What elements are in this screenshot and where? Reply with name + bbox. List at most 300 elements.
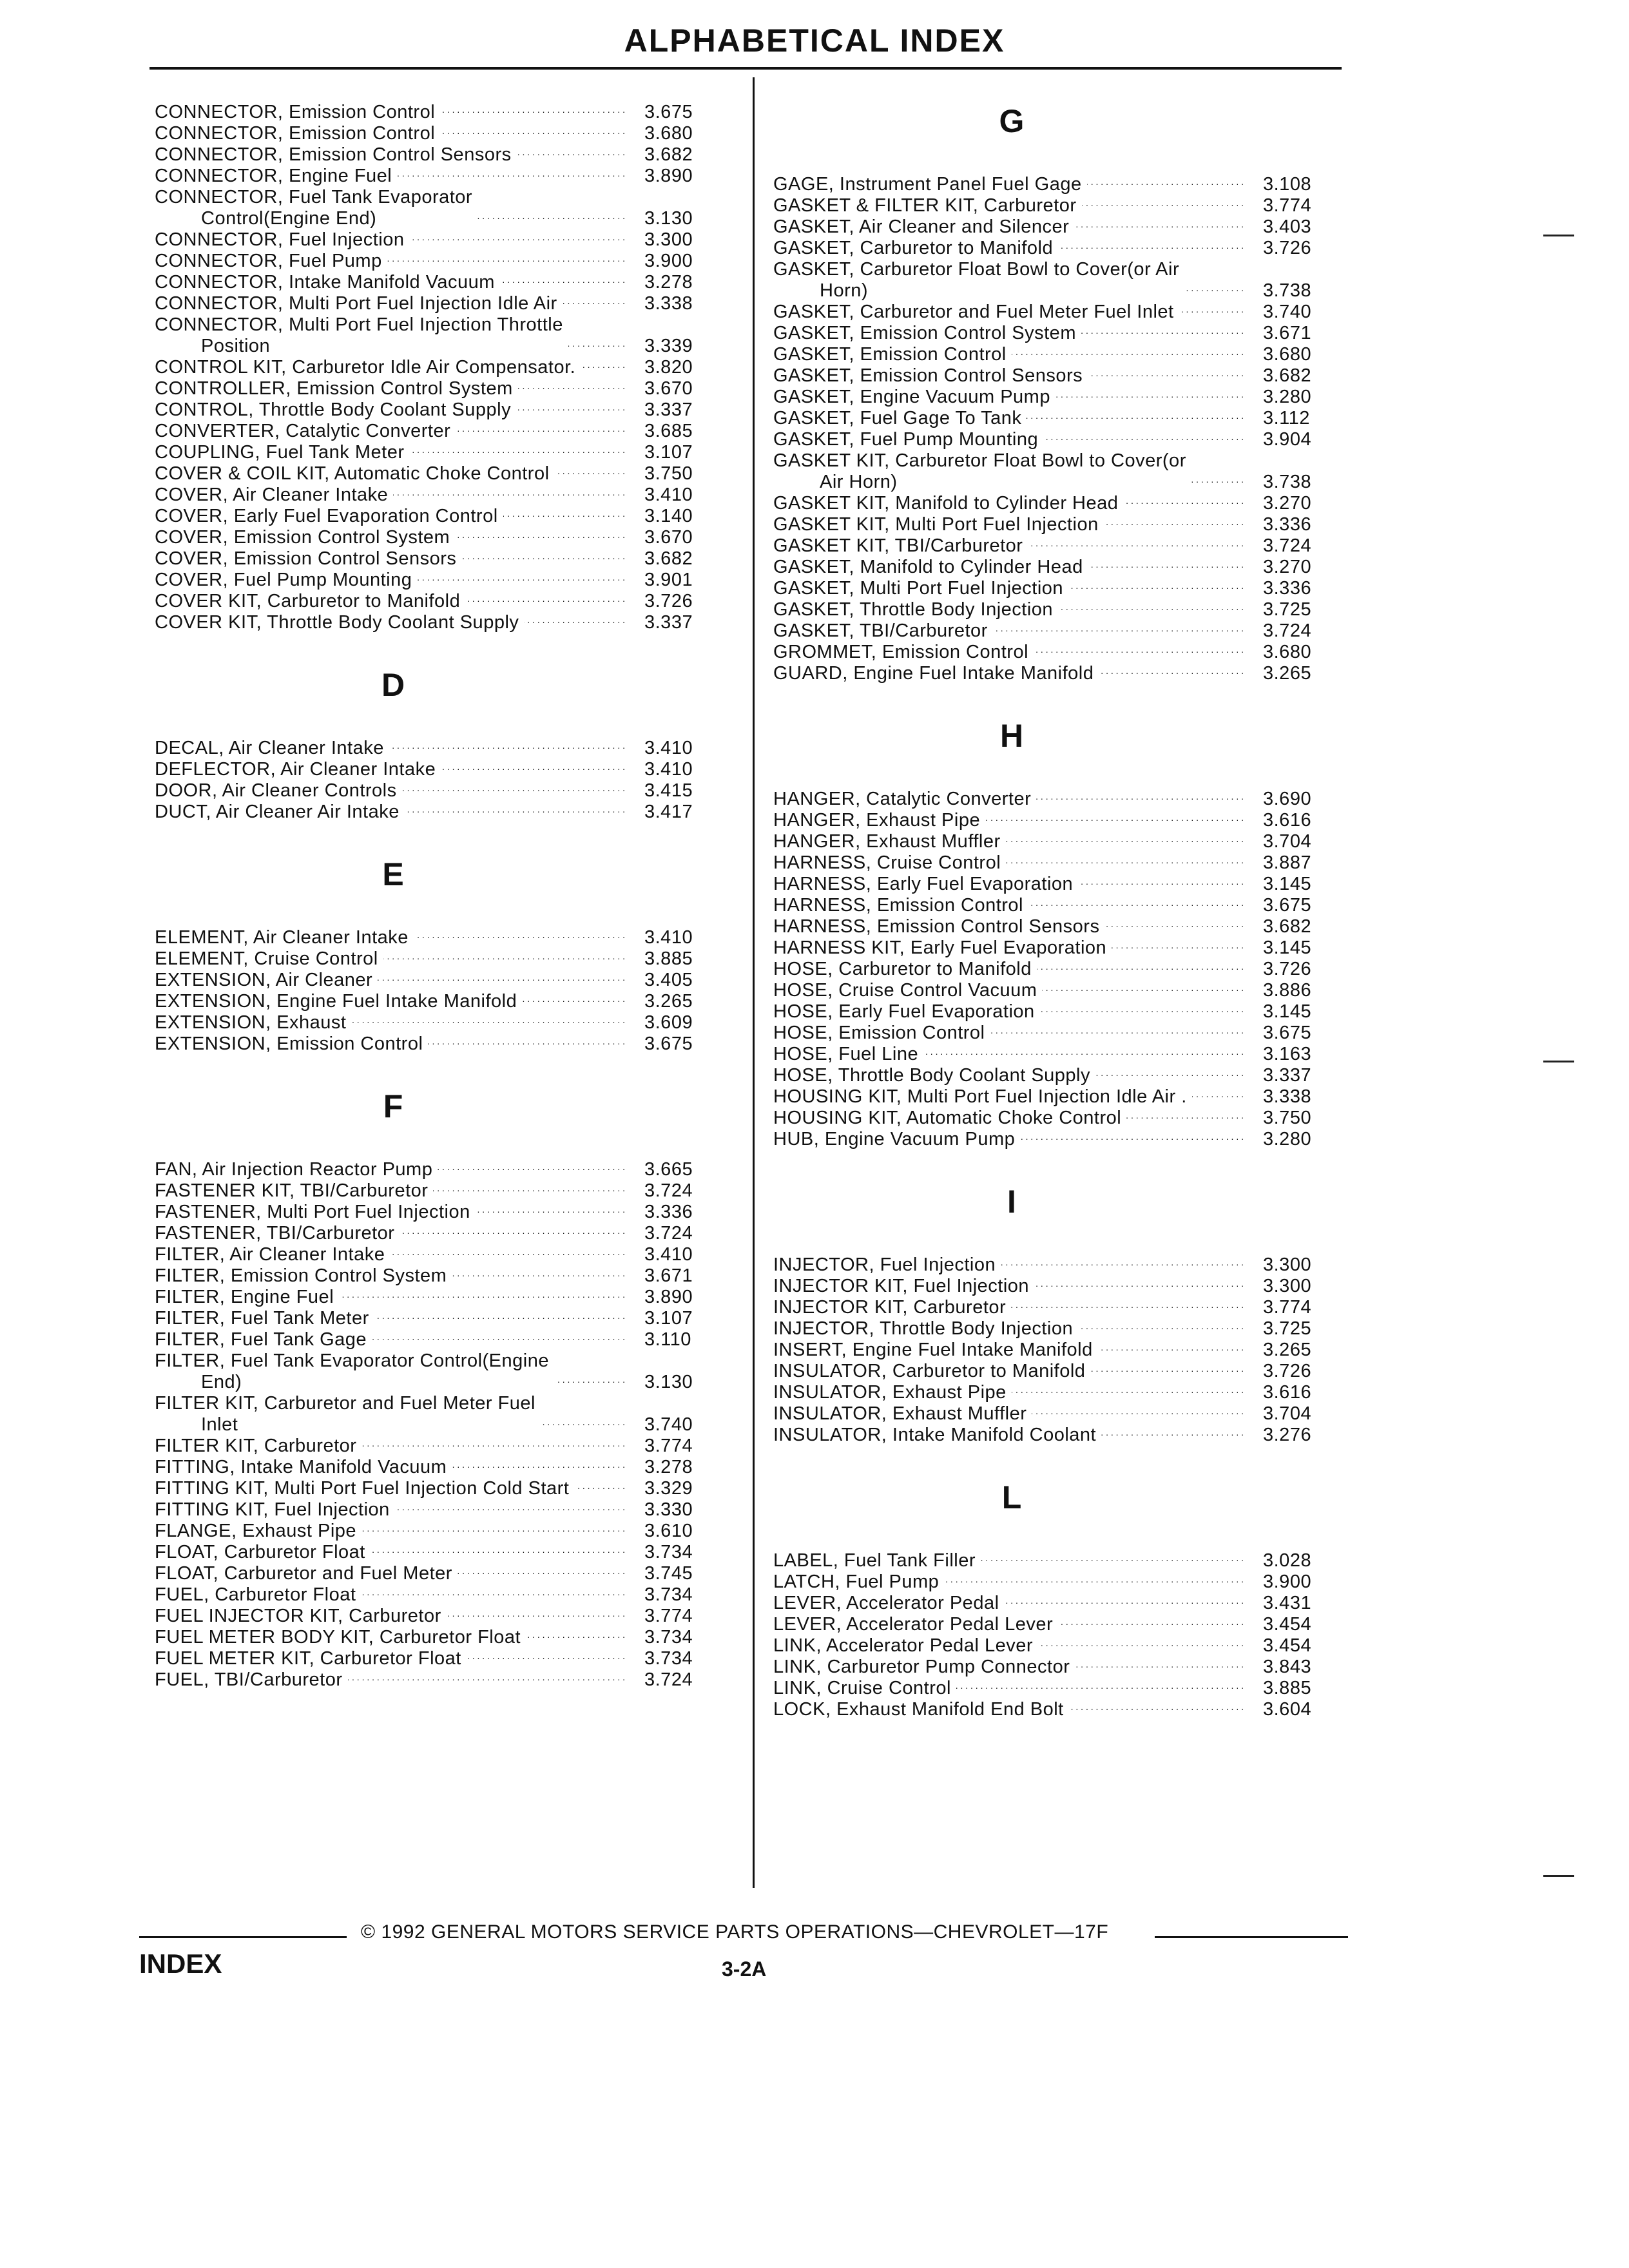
entry-label	[773, 874, 1073, 895]
entry-reference: 3.843	[1263, 1657, 1312, 1677]
entry-label	[155, 927, 409, 948]
footer-section-label: INDEX	[139, 1948, 222, 1979]
index-entry	[773, 1318, 1360, 1340]
entry-label	[773, 916, 1099, 937]
entry-label	[155, 612, 519, 633]
index-entry	[155, 421, 741, 442]
index-entry	[773, 852, 1360, 874]
title-rule	[149, 67, 1342, 70]
entry-label-text: LINK, Accelerator Pedal Lever	[773, 1635, 1033, 1656]
entry-label-continued: Position	[201, 336, 271, 356]
entry-label-text: CONNECTOR, Fuel Pump	[155, 251, 382, 271]
entry-label-text: LABEL, Fuel Tank Filler	[773, 1550, 976, 1571]
entry-reference: 3.740	[1263, 302, 1312, 322]
entry-reference: 3.431	[1263, 1593, 1312, 1613]
entry-reference: 3.704	[1263, 831, 1312, 852]
dot-leader	[1082, 197, 1244, 214]
entry-label	[773, 937, 1106, 959]
entry-label-text: GASKET, Emission Control Sensors	[773, 365, 1083, 386]
entry-reference: 3.901	[644, 570, 693, 590]
dot-leader	[452, 1267, 625, 1284]
entry-reference: 3.740	[644, 1414, 693, 1435]
entry-reference: 3.885	[1263, 1678, 1312, 1698]
dot-leader	[1042, 982, 1244, 999]
dot-leader	[516, 401, 625, 418]
index-entry	[155, 1159, 741, 1180]
index-entry	[155, 1542, 741, 1563]
entry-label	[773, 1657, 1070, 1678]
dot-leader	[414, 929, 625, 946]
dot-leader	[409, 444, 625, 461]
entry-reference: 3.680	[644, 123, 693, 144]
entry-label-text: INSULATOR, Intake Manifold Coolant	[773, 1425, 1097, 1445]
entry-label	[773, 387, 1050, 408]
entry-label	[773, 365, 1083, 387]
entry-reference: 3.734	[644, 1542, 693, 1562]
right-column	[773, 102, 1360, 1720]
entry-reference: 3.265	[1263, 663, 1312, 684]
entry-label	[773, 1614, 1053, 1635]
entry-label	[773, 1044, 918, 1065]
entry-label-text: LOCK, Exhaust Manifold End Bolt	[773, 1699, 1064, 1720]
entry-reference: 3.278	[644, 272, 693, 293]
entry-label	[773, 1318, 1073, 1340]
dot-leader	[405, 803, 625, 820]
entry-label-text: GASKET, Carburetor and Fuel Meter Fuel Inlet	[773, 302, 1174, 322]
entry-reference: 3.670	[644, 378, 693, 399]
entry-label	[773, 323, 1076, 344]
entry-label-text: FASTENER, Multi Port Fuel Injection	[155, 1202, 470, 1222]
entry-label	[155, 1012, 347, 1033]
index-entry	[773, 365, 1360, 387]
left-column	[155, 102, 741, 1691]
index-section	[155, 1087, 741, 1691]
section-letter: D	[381, 667, 405, 703]
entry-reference: 3.410	[644, 759, 693, 780]
dot-leader	[517, 146, 625, 163]
index-entry	[773, 578, 1360, 599]
index-entry	[155, 1436, 741, 1457]
entry-label-text: FILTER, Fuel Tank Gage	[155, 1329, 367, 1350]
dot-leader	[456, 423, 625, 439]
entry-label	[773, 1086, 1187, 1108]
index-entry	[773, 1382, 1360, 1403]
entry-label	[773, 1129, 1015, 1150]
entry-label	[155, 1033, 423, 1055]
entry-label-text: INSULATOR, Carburetor to Manifold	[773, 1361, 1086, 1381]
index-entry	[773, 238, 1360, 259]
entry-reference: 3.337	[644, 612, 693, 633]
entry-label-text: GASKET, Air Cleaner and Silencer	[773, 216, 1070, 237]
entry-reference: 3.130	[644, 208, 693, 229]
entry-label	[773, 535, 1023, 557]
entry-label-continued: Control(Engine End)	[201, 208, 377, 229]
index-entry	[155, 399, 741, 421]
index-section	[773, 716, 1360, 1150]
entry-label	[155, 399, 511, 421]
dot-leader	[524, 614, 625, 631]
index-entry	[773, 663, 1360, 684]
entry-reference: 3.604	[1263, 1699, 1312, 1720]
entry-label	[773, 1382, 1007, 1403]
index-entry	[773, 1129, 1360, 1150]
entry-label	[773, 1425, 1096, 1446]
entry-label-text: CONNECTOR, Intake Manifold Vacuum	[155, 272, 495, 293]
index-entry	[155, 314, 741, 357]
dot-leader	[1001, 1256, 1244, 1273]
entry-reference: 3.278	[644, 1457, 693, 1477]
entry-label-text: COVER KIT, Throttle Body Coolant Supply	[155, 612, 519, 633]
entry-label	[773, 259, 1179, 302]
entry-label-text: LEVER, Accelerator Pedal Lever	[773, 1614, 1054, 1635]
index-entry	[773, 1593, 1360, 1614]
index-entry	[155, 1457, 741, 1478]
entry-label-text: COVER KIT, Carburetor to Manifold	[155, 591, 461, 611]
index-entry	[155, 293, 741, 314]
entry-reference: 3.108	[1263, 174, 1312, 195]
entry-label	[773, 620, 988, 642]
dot-leader	[477, 210, 625, 227]
entry-label-text: GASKET, Engine Vacuum Pump	[773, 387, 1050, 407]
index-entry	[773, 344, 1360, 365]
entry-reference: 3.726	[1263, 959, 1312, 979]
entry-label	[773, 980, 1037, 1001]
section-letter: G	[999, 103, 1025, 139]
entry-label-text: GROMMET, Emission Control	[773, 642, 1029, 662]
entry-reference: 3.110	[644, 1329, 691, 1350]
index-entry	[155, 1521, 741, 1542]
index-section	[773, 1478, 1360, 1720]
dot-leader	[1058, 240, 1244, 256]
index-entry	[773, 408, 1360, 429]
dot-leader	[1078, 876, 1244, 892]
entry-reference: 3.671	[1263, 323, 1312, 343]
entry-reference: 3.734	[644, 1627, 693, 1648]
entry-label-text: FUEL METER KIT, Carburetor Float	[155, 1648, 461, 1669]
entry-label	[155, 1606, 441, 1627]
entry-label	[155, 1521, 356, 1542]
dot-leader	[568, 338, 625, 354]
section-letter: L	[1001, 1479, 1022, 1515]
entry-label-text: HARNESS, Emission Control Sensors	[773, 916, 1100, 937]
index-section	[773, 102, 1360, 684]
index-entry	[155, 1180, 741, 1202]
entry-label-text: GASKET, Emission Control System	[773, 323, 1076, 343]
entry-label-text: COVER, Air Cleaner Intake	[155, 485, 389, 505]
entry-label-text: COVER, Early Fuel Evaporation Control	[155, 506, 498, 526]
dot-leader	[1069, 1701, 1244, 1718]
entry-label-text: FLOAT, Carburetor Float	[155, 1542, 365, 1562]
entry-label	[773, 663, 1094, 684]
dot-leader	[1112, 939, 1244, 956]
entry-label-text: FASTENER, TBI/Carburetor	[155, 1223, 395, 1244]
entry-reference: 3.300	[644, 229, 693, 250]
margin-mark	[1543, 1061, 1574, 1062]
index-entry	[155, 1499, 741, 1521]
entry-label	[155, 591, 460, 612]
dot-leader	[465, 593, 625, 610]
dot-leader	[1034, 644, 1244, 660]
entry-label-text: FILTER, Engine Fuel	[155, 1287, 334, 1307]
entry-reference: 3.130	[644, 1372, 693, 1392]
index-entry	[773, 642, 1360, 663]
entry-reference: 3.339	[644, 336, 693, 356]
entry-reference: 3.270	[1263, 557, 1312, 577]
entry-label	[155, 1478, 569, 1499]
entry-label	[155, 102, 435, 123]
entry-label-text: CONNECTOR, Multi Port Fuel Injection Throttle	[155, 314, 563, 335]
entry-label-text: LINK, Cruise Control	[773, 1678, 951, 1698]
entry-label	[155, 802, 400, 823]
entry-label	[155, 1329, 367, 1350]
dot-leader	[1036, 791, 1244, 807]
entry-label	[155, 166, 392, 187]
dot-leader	[1192, 1088, 1244, 1105]
index-entry	[155, 1265, 741, 1287]
entry-label	[155, 1287, 334, 1308]
index-entry	[773, 1678, 1360, 1699]
entry-label-text: HUB, Engine Vacuum Pump	[773, 1129, 1016, 1149]
entry-label-text: GASKET KIT, Manifold to Cylinder Head	[773, 493, 1119, 514]
entry-label-text: DUCT, Air Cleaner Air Intake	[155, 802, 400, 822]
dot-leader	[387, 253, 625, 269]
index-section	[773, 1182, 1360, 1446]
entry-label-text: GASKET & FILTER KIT, Carburetor	[773, 195, 1077, 216]
dot-leader	[1040, 1003, 1244, 1020]
dot-leader	[467, 1650, 625, 1667]
index-entry	[773, 493, 1360, 514]
entry-reference: 3.680	[1263, 642, 1312, 662]
index-entry	[155, 612, 741, 633]
dot-leader	[348, 1671, 625, 1688]
entry-label	[155, 970, 372, 991]
entry-reference: 3.665	[644, 1159, 693, 1180]
entry-label-text: COVER, Fuel Pump Mounting	[155, 570, 412, 590]
entry-label-text: COUPLING, Fuel Tank Meter	[155, 442, 405, 463]
entry-reference: 3.900	[644, 251, 693, 271]
entry-label-text: GASKET KIT, Multi Port Fuel Injection	[773, 514, 1099, 535]
dot-leader	[361, 1586, 625, 1603]
index-entry	[155, 378, 741, 399]
dot-leader	[441, 761, 625, 778]
entry-label	[155, 442, 404, 463]
dot-leader	[1006, 833, 1244, 850]
entry-label	[773, 1678, 951, 1699]
dot-leader	[1104, 516, 1244, 533]
entry-reference: 3.145	[1263, 937, 1312, 958]
entry-reference: 3.454	[1263, 1614, 1312, 1635]
entry-reference: 3.724	[1263, 535, 1312, 556]
dot-leader	[400, 1225, 625, 1242]
entry-label	[155, 1180, 428, 1202]
dot-leader	[1081, 325, 1244, 341]
footer-rule-right	[1155, 1936, 1348, 1938]
entry-label-continued: Air Horn)	[820, 472, 898, 492]
entry-reference: 3.300	[1263, 1276, 1312, 1296]
entry-reference: 3.145	[1263, 1001, 1312, 1022]
entry-label	[155, 1223, 394, 1244]
entry-label-text: HARNESS, Early Fuel Evaporation	[773, 874, 1074, 894]
entry-label-text: GASKET, Throttle Body Injection	[773, 599, 1054, 620]
entry-reference: 3.675	[644, 1033, 693, 1054]
entry-label	[155, 780, 397, 802]
entry-label-text: INSERT, Engine Fuel Intake Manifold	[773, 1340, 1093, 1360]
index-entry	[155, 1648, 741, 1669]
entry-label	[155, 1308, 369, 1329]
index-section	[155, 666, 741, 823]
entry-label-text: COVER, Emission Control System	[155, 527, 450, 548]
entry-label	[773, 1254, 996, 1276]
entry-label-text: CONTROL, Throttle Body Coolant Supply	[155, 399, 512, 420]
entry-label-text: GASKET KIT, TBI/Carburetor	[773, 535, 1023, 556]
entry-reference: 3.265	[644, 991, 693, 1012]
entry-label	[155, 948, 378, 970]
index-entry	[155, 123, 741, 144]
entry-label	[773, 1023, 985, 1044]
entry-label-text: GASKET, Fuel Pump Mounting	[773, 429, 1039, 450]
entry-reference: 3.724	[644, 1223, 693, 1244]
entry-label	[155, 1265, 447, 1287]
index-entry	[155, 1584, 741, 1606]
entry-label-text: FLOAT, Carburetor and Fuel Meter	[155, 1563, 452, 1584]
entry-reference: 3.682	[644, 548, 693, 569]
entry-reference: 3.405	[644, 970, 693, 990]
entry-label	[773, 1571, 939, 1593]
dot-leader	[1032, 1405, 1244, 1422]
entry-label-text: COVER, Emission Control Sensors	[155, 548, 457, 569]
dot-leader	[500, 274, 625, 291]
index-entry	[773, 959, 1360, 980]
dot-leader	[1098, 1341, 1244, 1358]
index-entry	[773, 302, 1360, 323]
index-entry	[155, 229, 741, 251]
entry-label	[155, 421, 450, 442]
index-entry	[773, 1044, 1360, 1065]
entry-label	[773, 895, 1023, 916]
dot-leader	[944, 1573, 1244, 1590]
dot-leader	[1104, 918, 1244, 935]
entry-reference: 3.417	[644, 802, 693, 822]
dot-leader	[339, 1289, 625, 1305]
entry-reference: 3.028	[1263, 1550, 1312, 1571]
entry-label	[155, 1202, 470, 1223]
entry-label-text: INSULATOR, Exhaust Muffler	[773, 1403, 1027, 1424]
entry-label	[773, 557, 1083, 578]
entry-reference: 3.276	[1263, 1425, 1312, 1445]
entry-label-text: DOOR, Air Cleaner Controls	[155, 780, 397, 801]
dot-leader	[452, 1459, 625, 1475]
dot-leader	[526, 1629, 625, 1646]
dot-leader	[1179, 303, 1244, 320]
index-entry	[773, 599, 1360, 620]
entry-reference: 3.734	[644, 1648, 693, 1669]
entry-label-text: FILTER, Fuel Tank Evaporator Control(Engine	[155, 1350, 549, 1371]
dot-leader	[1055, 389, 1244, 405]
dot-leader	[383, 950, 625, 967]
index-entry	[155, 927, 741, 948]
entry-reference: 3.415	[644, 780, 693, 801]
dot-leader	[1068, 580, 1244, 597]
entry-label	[155, 378, 513, 399]
entry-label-text: DECAL, Air Cleaner Intake	[155, 738, 384, 758]
entry-label	[155, 1499, 390, 1521]
index-entry	[155, 1350, 741, 1393]
dot-leader	[1090, 1363, 1244, 1379]
entry-reference: 3.329	[644, 1478, 693, 1499]
dot-leader	[372, 1331, 625, 1348]
dot-leader	[397, 168, 625, 184]
entry-label-text: FASTENER KIT, TBI/Carburetor	[155, 1180, 429, 1201]
index-entry	[773, 1550, 1360, 1571]
dot-leader	[1099, 665, 1244, 682]
dot-leader	[361, 1437, 625, 1454]
index-entry	[155, 1627, 741, 1648]
entry-label	[773, 810, 980, 831]
entry-label-text: EXTENSION, Engine Fuel Intake Manifold	[155, 991, 517, 1012]
entry-reference: 3.410	[644, 485, 693, 505]
dot-leader	[1184, 282, 1244, 299]
entry-reference: 3.682	[1263, 365, 1312, 386]
index-entry	[773, 259, 1360, 302]
entry-label	[773, 599, 1053, 620]
entry-label	[773, 1001, 1035, 1023]
entry-label-text: COVER & COIL KIT, Automatic Choke Control	[155, 463, 550, 484]
index-entry	[773, 514, 1360, 535]
dot-leader	[522, 993, 625, 1010]
entry-label-text: FITTING KIT, Multi Port Fuel Injection Cold Start	[155, 1478, 570, 1499]
index-entry	[155, 1393, 741, 1436]
index-entry	[773, 1614, 1360, 1635]
index-entry	[773, 450, 1360, 493]
index-entry	[155, 166, 741, 187]
dot-leader	[1058, 601, 1244, 618]
entry-label-text: CONNECTOR, Emission Control	[155, 123, 436, 144]
dot-leader	[389, 740, 625, 756]
dot-leader	[447, 1608, 625, 1624]
index-entry	[155, 780, 741, 802]
entry-label-continued: End)	[201, 1372, 242, 1392]
entry-reference: 3.337	[644, 399, 693, 420]
dot-leader	[409, 231, 625, 248]
entry-label	[773, 408, 1021, 429]
index-entry	[773, 980, 1360, 1001]
index-entry	[155, 738, 741, 759]
index-entry	[773, 1086, 1360, 1108]
entry-label-text: EXTENSION, Emission Control	[155, 1033, 423, 1054]
entry-label	[773, 831, 1001, 852]
entry-reference: 3.774	[1263, 195, 1312, 216]
dot-leader	[1028, 537, 1244, 554]
dot-leader	[1034, 1278, 1244, 1294]
index-section	[155, 102, 741, 633]
entry-label	[773, 1276, 1029, 1297]
entry-label	[773, 216, 1069, 238]
index-entry	[773, 1276, 1360, 1297]
entry-label	[155, 1244, 385, 1265]
entry-label-text: CONNECTOR, Emission Control Sensors	[155, 144, 512, 165]
entry-label	[155, 144, 512, 166]
entry-reference: 3.107	[644, 1308, 693, 1329]
entry-reference: 3.140	[644, 506, 693, 526]
index-entry	[155, 991, 741, 1012]
entry-reference: 3.145	[1263, 874, 1312, 894]
entry-label	[773, 1065, 1090, 1086]
entry-label-text: HARNESS, Emission Control	[773, 895, 1023, 916]
dot-leader	[461, 550, 625, 567]
entry-label	[155, 1584, 356, 1606]
section-letter: E	[382, 856, 404, 892]
entry-label	[773, 514, 1099, 535]
